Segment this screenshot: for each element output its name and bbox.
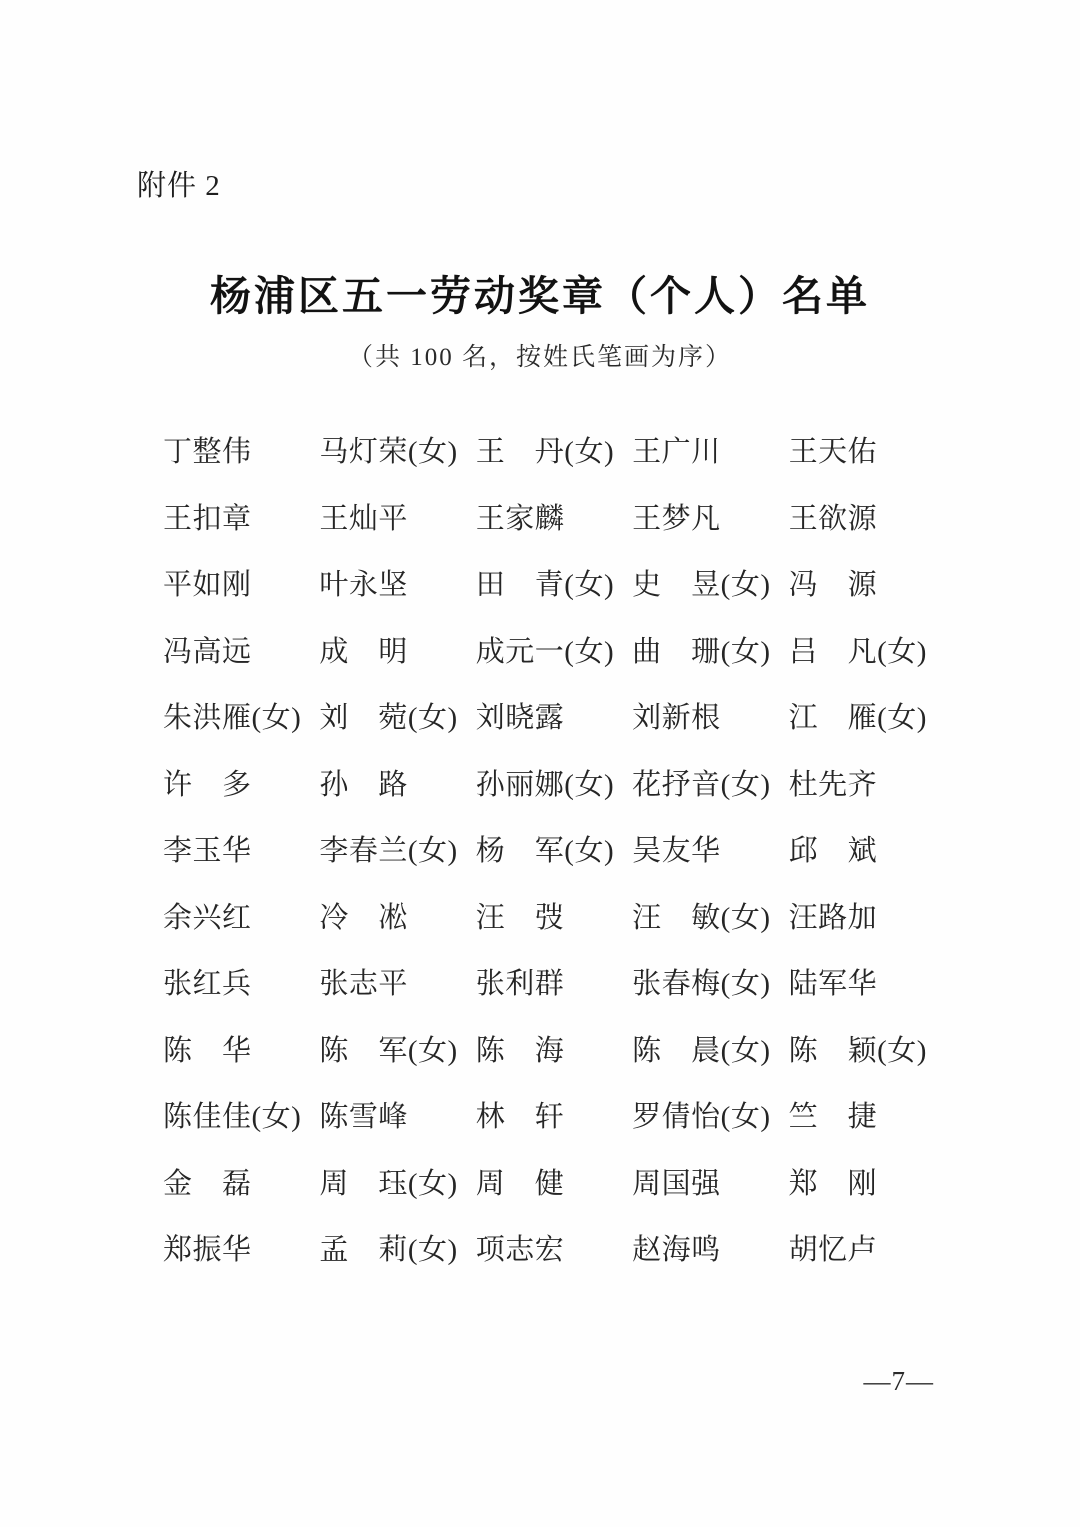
name-cell: 竺 捷 — [788, 1101, 878, 1133]
name-cell: 冯高远 — [163, 635, 252, 668]
name-cell: 成元一(女) — [475, 635, 615, 668]
name-cell: 王家麟 — [475, 502, 565, 535]
name-cell: 张红兵 — [163, 968, 252, 1000]
name-cell: 王 丹(女) — [475, 436, 615, 468]
name-cell: 许 多 — [163, 768, 252, 801]
name-cell: 冷 凇 — [319, 901, 408, 934]
name-cell: 陈 军(女) — [319, 1034, 458, 1067]
name-row — [163, 1035, 945, 1102]
name-cell: 曲 珊(女) — [632, 635, 771, 668]
name-cell: 汪 弢 — [475, 901, 565, 934]
name-cell: 史 昱(女) — [632, 569, 771, 601]
name-cell: 孙 路 — [319, 768, 408, 801]
name-cell: 冯 源 — [788, 569, 878, 601]
name-row — [163, 569, 945, 636]
name-cell: 叶永坚 — [319, 569, 408, 601]
name-cell: 陈 颖(女) — [788, 1034, 927, 1067]
name-cell: 刘 菀(女) — [319, 702, 458, 734]
name-row — [163, 1168, 945, 1235]
name-cell: 项志宏 — [475, 1234, 565, 1266]
name-cell: 丁整伟 — [163, 436, 252, 468]
name-cell: 陈 华 — [163, 1034, 252, 1067]
document-subtitle: （共 100 名，按姓氏笔画为序） — [347, 344, 732, 371]
name-cell: 陈 晨(女) — [632, 1034, 771, 1067]
name-cell: 张利群 — [475, 968, 565, 1000]
name-cell: 李春兰(女) — [319, 835, 458, 867]
name-cell: 陆军华 — [788, 968, 878, 1000]
name-cell: 李玉华 — [163, 835, 252, 867]
name-cell: 吴友华 — [632, 835, 721, 867]
name-cell: 孙丽娜(女) — [475, 768, 615, 801]
name-cell: 江 雁(女) — [788, 702, 927, 734]
name-cell: 王广川 — [632, 436, 721, 468]
name-row — [163, 702, 945, 769]
name-cell: 王天佑 — [788, 436, 878, 468]
name-cell: 平如刚 — [163, 569, 252, 601]
name-row — [163, 436, 945, 503]
name-row — [163, 1101, 945, 1168]
document-title: 杨浦区五一劳动奖章（个人）名单 — [210, 273, 870, 319]
name-row — [163, 902, 945, 969]
name-cell: 成 明 — [319, 635, 408, 668]
name-cell: 花抒音(女) — [632, 768, 771, 801]
name-cell: 胡忆卢 — [788, 1234, 878, 1266]
name-list — [163, 436, 945, 1301]
name-row — [163, 769, 945, 836]
name-cell: 吕 凡(女) — [788, 635, 927, 668]
attachment-label: 附件 2 — [137, 170, 221, 202]
name-cell: 张春梅(女) — [632, 968, 771, 1000]
name-cell: 邱 斌 — [788, 835, 878, 867]
name-cell: 陈佳佳(女) — [163, 1101, 302, 1133]
name-cell: 刘新根 — [632, 702, 721, 734]
name-cell: 杜先齐 — [788, 768, 878, 801]
name-cell: 周国强 — [632, 1167, 721, 1200]
name-cell: 余兴红 — [163, 901, 252, 934]
name-cell: 赵海鸣 — [632, 1234, 721, 1266]
name-cell: 金 磊 — [163, 1167, 252, 1200]
name-cell: 朱洪雁(女) — [163, 702, 302, 734]
name-row — [163, 503, 945, 570]
name-cell: 罗倩怡(女) — [632, 1101, 771, 1133]
name-cell: 陈 海 — [475, 1034, 565, 1067]
name-cell: 汪 敏(女) — [632, 901, 771, 934]
name-row — [163, 968, 945, 1035]
name-cell: 刘晓露 — [475, 702, 565, 734]
name-cell: 周 珏(女) — [319, 1167, 458, 1200]
name-cell: 汪路加 — [788, 901, 878, 934]
name-cell: 孟 莉(女) — [319, 1234, 458, 1266]
name-cell: 张志平 — [319, 968, 408, 1000]
name-cell: 王梦凡 — [632, 502, 721, 535]
name-cell: 杨 军(女) — [475, 835, 615, 867]
name-cell: 马灯荣(女) — [319, 436, 458, 468]
name-row — [163, 636, 945, 703]
name-cell: 郑 刚 — [788, 1167, 878, 1200]
name-cell: 王扣章 — [163, 502, 252, 535]
name-row — [163, 835, 945, 902]
name-cell: 林 轩 — [475, 1101, 565, 1133]
page-number: —7— — [863, 1366, 934, 1396]
name-cell: 王灿平 — [319, 502, 408, 535]
name-row — [163, 1234, 945, 1301]
name-cell: 陈雪峰 — [319, 1101, 408, 1133]
name-cell: 郑振华 — [163, 1234, 252, 1266]
name-cell: 王欲源 — [788, 502, 878, 535]
name-cell: 周 健 — [475, 1167, 565, 1200]
name-cell: 田 青(女) — [475, 569, 615, 601]
